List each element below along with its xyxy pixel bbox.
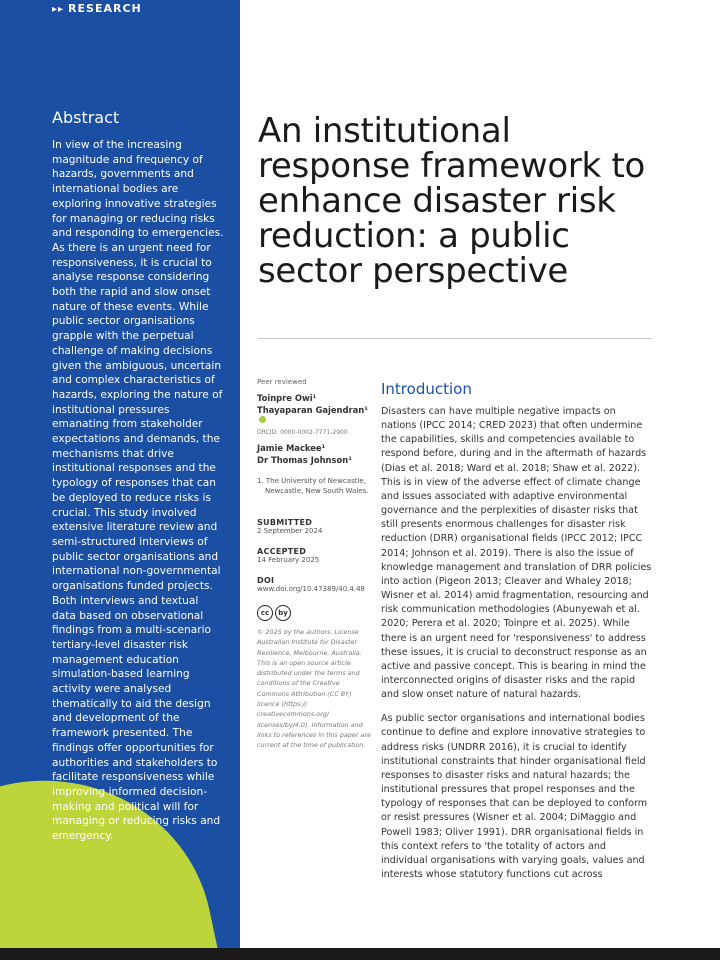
abstract-text: In view of the increasing magnitude and frequency of hazards, governments and international bodies are exploring innovative strategies for managing or reducing risks and responding to emergencies. As there is an urgent need for responsiveness, it is crucial to analyse response considering both the rapid and slow onset nature of these events. While public sector organisations grapple with the perpetual challenge of making decisions given the ambiguous, uncertain and complex characteristics of hazards, exploring the nature of institutional pressures emanating from stakeholder expectations and demands, the mechanisms that drive institutional responses and the typology of responses that can be deployed to reduce risks is crucial. This study involved extensive literature review and semi-structured interviews of public sector organisations and international non-governmental organisations funded projects. Both interviews and textual data based on observational findings from a multi-scenario tertiary-level disaster risk management education simulation-based learning activity were analysed thematically to aid the design and development of the framework presented. The findings offer opportunities for authorities and stakeholders to facilitate responsiveness while improving informed decision-making and political will for managing or reducing risks and emergency. <box>52 139 224 843</box>
peer-reviewed-label: Peer reviewed <box>257 378 307 386</box>
submitted-label: SUBMITTED <box>257 518 313 527</box>
introduction-body <box>381 405 653 892</box>
submitted-date: 2 September 2024 <box>257 527 323 535</box>
title-divider <box>258 338 652 339</box>
introduction-heading: Introduction <box>381 380 472 398</box>
doi-label: DOI <box>257 576 275 585</box>
cc-icon: cc <box>257 605 273 621</box>
doi-link[interactable]: www.doi.org/10.47389/40.4.48 <box>257 585 365 593</box>
section-label <box>52 2 142 15</box>
footer-band <box>0 948 720 960</box>
orcid-icon[interactable] <box>259 416 266 423</box>
author-3: Jamie Mackee¹ <box>257 443 326 453</box>
paragraph: Disasters can have multiple negative impacts on nations (IPCC 2014; CRED 2023) that often undermine the capabilities, skills and competencies available to respond before, during and in the aftermath of hazards (Dias et al. 2018; Ward et al. 2018; Shaw et al. 2022). This is in view of the adverse effect of climate change and issues associated with adaptive environmental governance and the perplexities of disaster risks that still presents enormous challenges for disaster risk reduction (DRR) organisational fields (IPCC 2012; IPCC 2014; Johnson et al. 2019). There is also the issue of knowledge management and translation of DRR policies into action (Pigeon 2013; Cleaver and Whaley 2018; Wisner et al. 2014) amid fragmentation, resourcing and risk communication methodologies (Abunyewah et al. 2020; Perera et al. 2020; Toinpre et al. 2025). While there is an urgent need for 'responsiveness' to address these issues, it is crucial to deconstruct response as an active and passive concept. This is bearing in mind the interconnected origins of disaster risks and the rapid and slow onset nature of natural hazards. <box>381 406 652 701</box>
section-label-text: RESEARCH <box>68 2 142 15</box>
accepted-date: 14 February 2025 <box>257 556 320 564</box>
sidebar <box>0 0 240 948</box>
article-meta <box>257 378 372 751</box>
author-2-name: Thayaparan Gajendran¹ <box>257 405 368 415</box>
abstract-heading: Abstract <box>52 108 120 127</box>
author-4: Dr Thomas Johnson¹ <box>257 455 352 465</box>
article-title: An institutional response framework to enhance disaster risk reduction: a public sector perspective <box>258 111 645 291</box>
paragraph: As public sector organisations and international bodies continue to define and explore innovative strategies to address risks (UNDRR 2016), it is crucial to identify institutional constraints that hinder organisational field responses to disaster risks and natural hazards; the institutional pressures that propel responses and the typology of responses that can be deployed to conform or resist pressures (Wisner et al. 2004; DiMaggio and Powell 1983; Oliver 1991). DRR organisational fields in this context refers to 'the totality of actors and individual organisations with varying goals, values and interests whose statutory functions cut across <box>381 713 648 880</box>
author-2 <box>257 404 372 429</box>
affiliation: 1. The University of Newcastle, Newcastle, New South Wales. <box>257 477 369 495</box>
license-text: © 2025 by the authors. License Australian Institute for Disaster Resilience, Melbourne, Australia. This is an open source article distributed under the terms and conditions of the Creative Commons Attribution (CC BY) licence (https:// creativecommons.org/ licenses/by/4.0). Information and links to references in this paper are current at the time of publication. <box>257 628 371 750</box>
fast-forward-icon: ▸▸ <box>52 4 65 15</box>
author-1: Toinpre Owi¹ <box>257 393 317 403</box>
cc-license-badge[interactable] <box>257 605 372 621</box>
orcid-id[interactable]: ORCID: 0000-0002-7771-2900 <box>257 429 348 436</box>
by-icon: by <box>275 605 291 621</box>
accepted-label: ACCEPTED <box>257 547 307 556</box>
